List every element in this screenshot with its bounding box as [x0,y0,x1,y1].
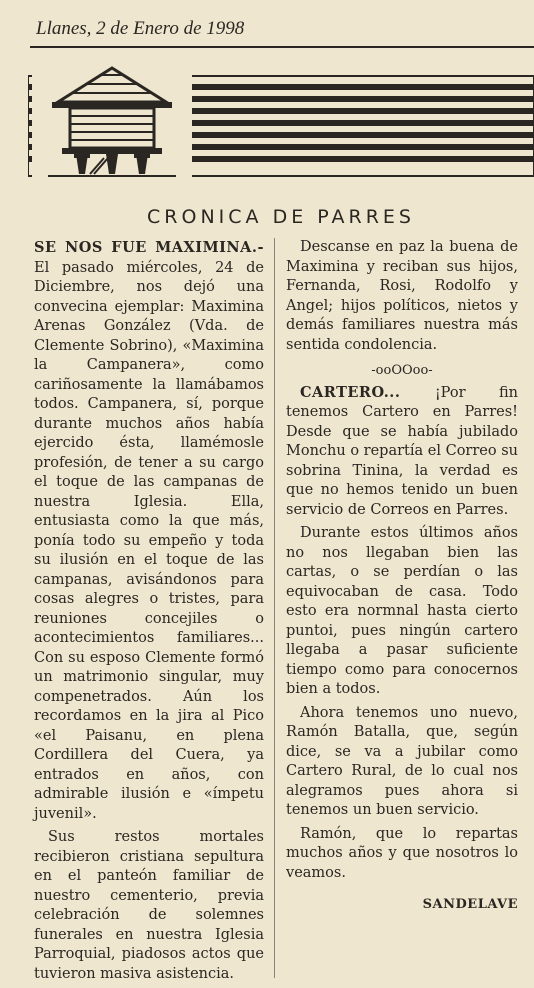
column-right [286,238,518,915]
column-divider [274,238,275,978]
article-cartero-paragraph-2: Durante estos últimos años no nos llegaban bien las cartas, o se perdían o las equivocaban de casa. Todo esto era normnal hasta cierto puntoi, pues ningún cartero llegaba a pasar suficiente tiempo como para conocernos bien a todos. [286,525,518,697]
header-date: Llanes, 2 de Enero de 1998 [36,18,245,39]
article-cartero-paragraph-3: Ahora tenemos uno nuevo, Ramón Batalla, que, según dice, se va a jubilar como Cartero Rural, de lo cual nos alegramos pues ahora si tenemos un buen servicio. [286,704,518,818]
article-maximina-lead [34,238,264,824]
section-banner [28,62,534,180]
article-separator: -ooOOoo- [371,363,433,378]
article-maximina-paragraph-2: Sus restos mortales recibieron cristiana sepultura en el panteón familiar de nuestro cementerio, previa celebración de solemnes funerales en nuestra Iglesia Parroquial, piadosos actos que tuvieron masiva asistencia. [34,829,264,982]
section-title: CRONICA DE PARRES [147,206,415,228]
column-left [34,238,264,984]
article-cartero-lead [286,383,518,521]
article-maximina-headline: SE NOS FUE MAXIMINA.- [34,239,264,256]
article-maximina-paragraph-1: El pasado miércoles, 24 de Diciembre, nos dejó una convecina ejemplar: Maximina Arenas González (Vda. de Clemente Sobrino), «Maximina la Campanera», como cariñosamente la llamábamos todos. Campanera, sí, porque durante muchos años había ejercido ésta, llamémosle profesión, de tener a su cargo el toque de las campanas de nuestra Iglesia. Ella, entusiasta como la que más, ponía todo su empeño y toda su ilusión en el toque de las campanas, avisándonos para cosas alegres o tristes, para reuniones concejiles o acontecimientos familiares... Con su esposo Clemente formó un matrimonio singular, muy compenetrados. Aún los recordamos en la jira al Pico «el Paisanu, en plena Cordillera del Cuera, ya entrados en años, con admirable ilusión e «ímpetu juvenil». [34,259,264,822]
article-maximina-paragraph-3: Descanse en paz la buena de Maximina y reciban sus hijos, Fernanda, Rosi, Rodolfo y Angel; hijos políticos, nietos y demás familiares nuestra más sentida condolencia. [286,239,518,353]
article-cartero-paragraph-1: ¡Por fin tenemos Cartero en Parres! Desde que se había jubilado Monchu o repartía el Correo su sobrina Tinina, la verdad es que no hemos tenido un buen servicio de Correos en Parres. [286,384,519,518]
article-cartero-paragraph-4: Ramón, que lo repartas muchos años y que nosotros lo veamos. [286,825,518,881]
header-rule [30,46,534,48]
horreo-icon [32,66,192,178]
article-cartero-headline: CARTERO... [300,383,435,401]
horreo-banner-illustration [28,62,534,180]
article-signature: SANDELAVE [422,897,518,912]
